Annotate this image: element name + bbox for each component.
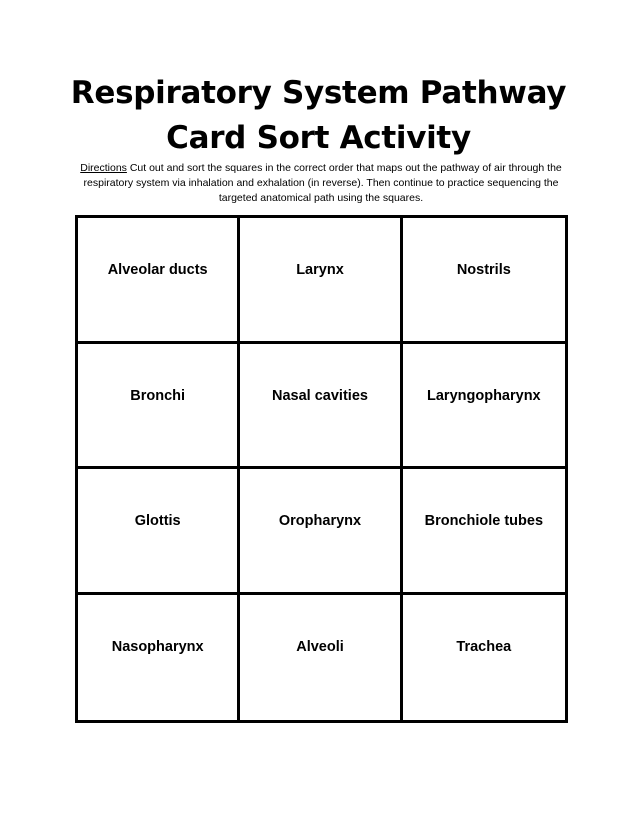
card-oropharynx[interactable]: Oropharynx [240,469,402,595]
card-laryngopharynx[interactable]: Laryngopharynx [403,344,565,470]
card-bronchiole-tubes[interactable]: Bronchiole tubes [403,469,565,595]
card-glottis[interactable]: Glottis [78,469,240,595]
directions-paragraph [74,161,568,206]
card-trachea[interactable]: Trachea [456,638,512,655]
card-alveolar-ducts[interactable]: Alveolar ducts [78,218,240,344]
card-alveoli[interactable]: Alveoli [240,595,402,721]
card-nasopharynx[interactable]: Nasopharynx [78,595,240,721]
directions-label: Directions [80,162,127,174]
card-bronchi[interactable]: Bronchi [78,344,240,470]
card-nasal-cavities[interactable]: Nasal cavities [240,344,402,470]
card-larynx[interactable]: Larynx [240,218,402,344]
page-title-line-1: Respiratory System Pathway [70,75,567,111]
page-title-line-2: Card Sort Activity [166,120,471,156]
directions-text: Cut out and sort the squares in the correct order that maps out the pathway of air through the respiratory system via inhalation and exhalation (in reverse). Then continue to practice sequencing the targeted anatomical path using the squares. [83,162,562,204]
card-nostrils[interactable]: Nostrils [403,218,565,344]
card-grid [75,215,568,723]
